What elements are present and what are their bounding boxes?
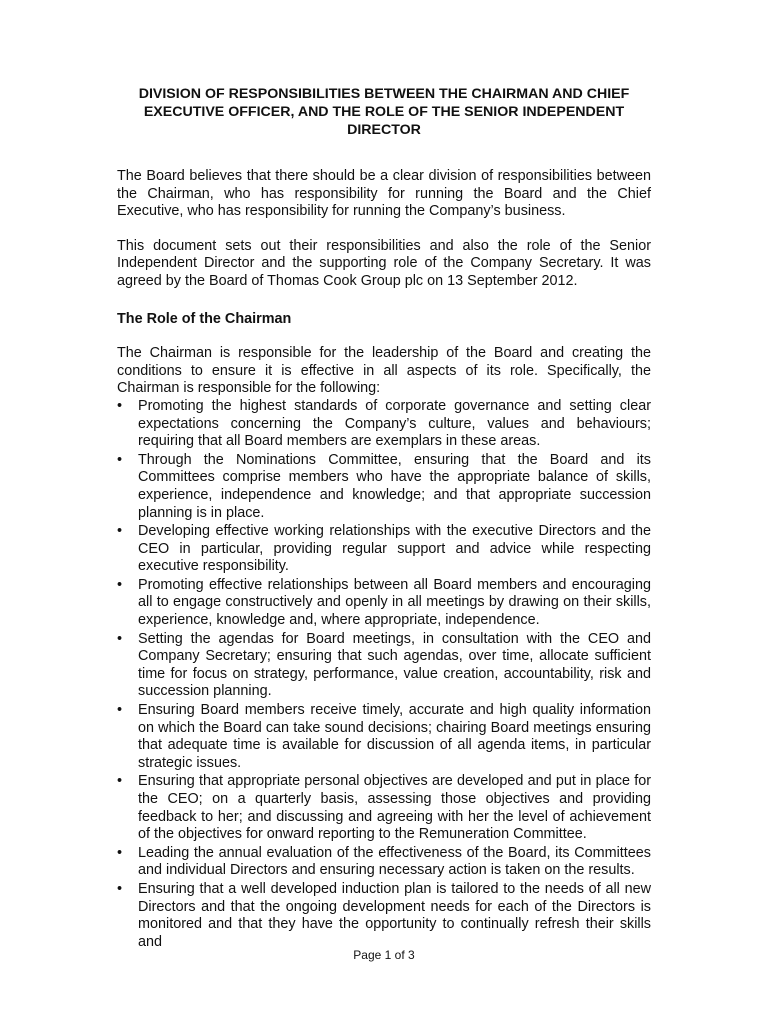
list-item-text: Promoting effective relationships between all Board members and encouraging all to engage constructively and openly in all meetings by drawing on their skills, experience, knowledge and, where appropriate, independence. bbox=[138, 576, 651, 629]
list-item-text: Setting the agendas for Board meetings, in consultation with the CEO and Company Secretary; ensuring that such agendas, over time, allocate sufficient time for focus on strategy, performance, value creation, accountability, risk and succession planning. bbox=[138, 630, 651, 700]
bullet-icon: • bbox=[117, 880, 123, 897]
bullet-icon: • bbox=[117, 576, 123, 593]
list-item-text: Through the Nominations Committee, ensuring that the Board and its Committees comprise members who have the appropriate balance of skills, experience, independence and knowledge; and that appropriate succession planning is in place. bbox=[138, 451, 651, 521]
list-item-text: Ensuring that appropriate personal objectives are developed and put in place for the CEO; on a quarterly basis, assessing those objectives and providing feedback to her; and discussing and agreeing with her the level of achievement of the objectives for onward reporting to the Remuneration Committee. bbox=[138, 773, 651, 843]
paragraph-document-purpose: This document sets out their responsibilities and also the role of the Senior Independent Director and the supporting role of the Company Secretary. It was agreed by the Board of Thomas Cook Group plc on 13 September 2012. bbox=[117, 237, 651, 289]
list-item bbox=[117, 702, 651, 772]
bullet-icon: • bbox=[117, 451, 123, 468]
list-item-text: Ensuring that a well developed induction plan is tailored to the needs of all new Directors and that the ongoing development needs for each of the Directors is monitored and that they have the opportunity to continually refresh their skills and bbox=[138, 880, 651, 950]
chairman-responsibilities-list bbox=[117, 398, 651, 951]
document-title: DIVISION OF RESPONSIBILITIES BETWEEN THE CHAIRMAN AND CHIEF EXECUTIVE OFFICER, AND THE ROLE OF THE SENIOR INDEPENDENT DIRECTOR bbox=[138, 86, 630, 138]
list-item-text: Leading the annual evaluation of the effectiveness of the Board, its Committees and individual Directors and ensuring necessary action is taken on the results. bbox=[138, 844, 651, 879]
list-item-text: Ensuring Board members receive timely, accurate and high quality information on which the Board can take sound decisions; chairing Board meetings ensuring that adequate time is available for discussion of all agenda items, in particular strategic issues. bbox=[138, 702, 651, 771]
list-item bbox=[117, 523, 651, 576]
list-item bbox=[117, 845, 651, 880]
bullet-icon: • bbox=[117, 397, 123, 414]
bullet-icon: • bbox=[117, 523, 123, 540]
list-item bbox=[117, 398, 651, 451]
document-body bbox=[117, 168, 651, 952]
list-item-text: Promoting the highest standards of corporate governance and setting clear expectations concerning the Company’s culture, values and behaviours; requiring that all Board members are exemplars in these areas. bbox=[138, 397, 651, 450]
bullet-icon: • bbox=[117, 773, 123, 790]
list-item bbox=[117, 881, 651, 951]
section-heading-chairman: The Role of the Chairman bbox=[117, 310, 292, 327]
bullet-icon: • bbox=[117, 702, 123, 719]
list-item bbox=[117, 631, 651, 701]
list-item-text: Developing effective working relationships with the executive Directors and the CEO in particular, providing regular support and advice while respecting executive responsibility. bbox=[138, 523, 651, 575]
list-item bbox=[117, 773, 651, 843]
section-intro: The Chairman is responsible for the leadership of the Board and creating the conditions to ensure it is effective in all aspects of its role. Specifically, the Chairman is responsible for the following: bbox=[117, 345, 651, 397]
bullet-icon: • bbox=[117, 630, 123, 647]
bullet-icon: • bbox=[117, 844, 123, 861]
page-number: Page 1 of 3 bbox=[353, 948, 415, 962]
list-item bbox=[117, 452, 651, 522]
paragraph-board-belief: The Board believes that there should be a clear division of responsibilities between the Chairman, who has responsibility for running the Board and the Chief Executive, who has responsibility for running the Company’s business. bbox=[117, 168, 651, 220]
list-item bbox=[117, 577, 651, 630]
